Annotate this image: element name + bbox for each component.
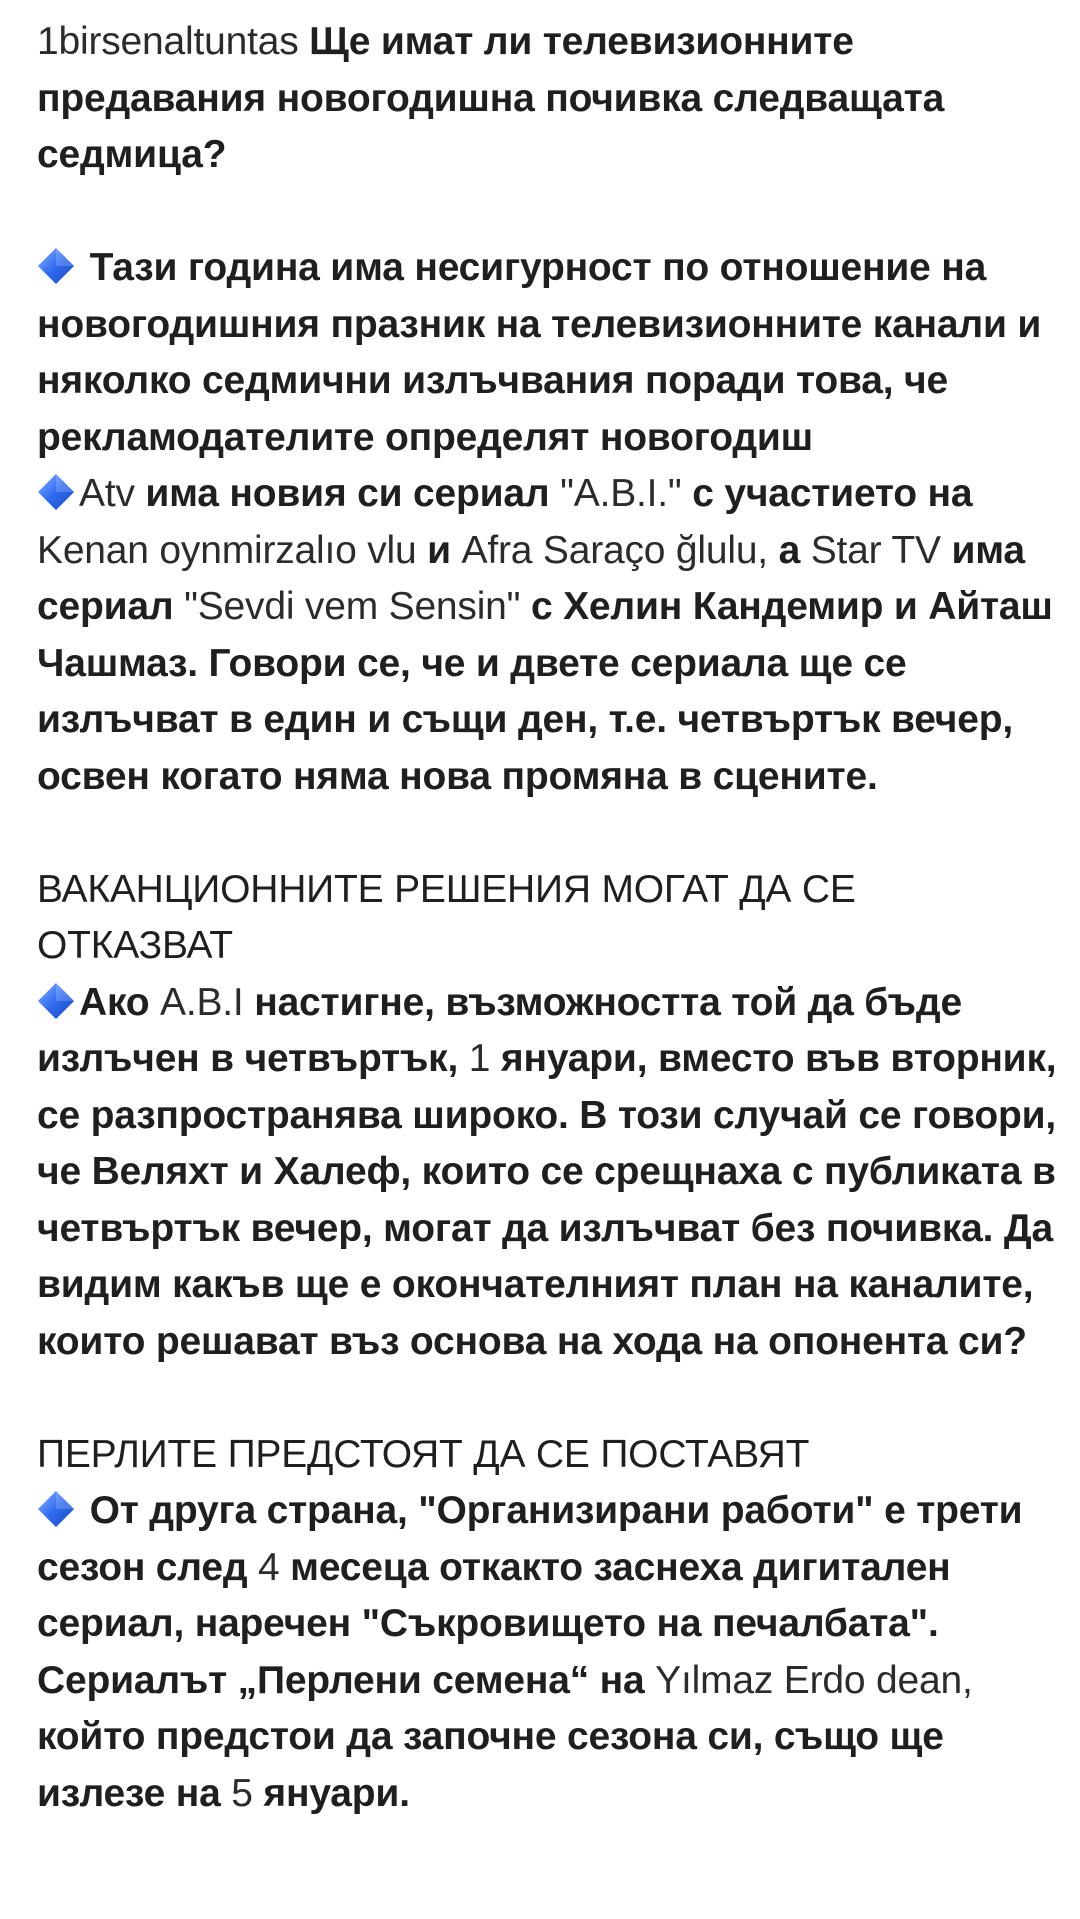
text-run: има сериал: [37, 528, 1025, 628]
channel-name: Atv: [79, 472, 135, 515]
blue-diamond-icon: [37, 1490, 75, 1528]
channel-name: Star TV: [810, 528, 941, 572]
text-run: който предстои да започне сезона си, също ще излезе на: [37, 1715, 944, 1815]
blue-diamond-icon: [37, 473, 75, 511]
post-body: [37, 14, 1057, 1822]
text-run: има новия си сериал: [134, 472, 561, 515]
text-run: и: [416, 528, 462, 572]
intro-paragraph: [37, 14, 1057, 184]
section1-text: Тази година има несигурност по отношение на новогодишния празник на телевизионните канали и няколко седмични излъчвания поради това, че рекламодателите определят новогодиш: [37, 246, 1042, 459]
person-name: Yılmaz Erdo dean,: [655, 1658, 973, 1702]
section2-paragraph: [37, 466, 1057, 805]
intro-question: Ще имат ли телевизионните предавания новогодишна почивка следващата седмица?: [37, 20, 945, 176]
username[interactable]: 1birsenaltuntas: [37, 20, 299, 63]
text-run: настигне, възможността той да бъде излъчен в четвъртък,: [37, 980, 962, 1080]
blue-diamond-icon: [37, 982, 75, 1020]
text-run: Ако: [79, 980, 161, 1024]
text-run: с участието на: [681, 472, 973, 515]
spacer: [37, 1370, 1057, 1427]
section4-heading: ПЕРЛИТЕ ПРЕДСТОЯТ ДА СЕ ПОСТАВЯТ: [37, 1432, 810, 1476]
number: 4: [258, 1545, 280, 1589]
section3-paragraph: [37, 975, 1057, 1371]
date-number: 5: [231, 1771, 253, 1815]
actor-name: Afra Saraço ğlulu,: [461, 528, 768, 572]
section4-paragraph: [37, 1483, 1057, 1822]
text-run: От друга страна, "Организирани работи" е трети сезон след: [37, 1489, 1023, 1589]
spacer: [37, 184, 1057, 241]
series-title: A.B.I: [160, 980, 244, 1024]
actor-name: Kenan oynmirzalıo vlu: [37, 528, 417, 572]
text-run: месеца откакто заснеха дигитален сериал, наречен "Съкровището на печалбата". Сериалът „Перлени семена“ на: [37, 1545, 951, 1702]
date-number: 1: [468, 1037, 491, 1080]
text-run: януари, вместо във вторник, се разпространява широко. В този случай се говори, че Веляхт и Халеф, които се срещнаха с публиката в четвъртък вечер, могат да излъчват без почивка. Да видим какъв ще е окончателният план на каналите, които решават въз основа на хода на опонента си?: [37, 1037, 1057, 1363]
spacer: [37, 805, 1057, 862]
series-title: "A.B.I.": [560, 472, 682, 515]
text-run: а: [767, 528, 811, 572]
series-title: "Sevdi vem Sensin": [184, 585, 521, 628]
section1-paragraph: [37, 240, 1057, 466]
text-run: с Хелин Кандемир и Айташ Чашмаз. Говори се, че и двете сериала ще се излъчват в един и същи ден, т.е. четвъртък вечер, освен когато няма нова промяна в сцените.: [37, 585, 1053, 798]
blue-diamond-icon: [37, 247, 75, 285]
section3-heading: ВАКАНЦИОННИТЕ РЕШЕНИЯ МОГАТ ДА СЕ ОТКАЗВАТ: [37, 867, 856, 967]
text-run: януари.: [252, 1771, 410, 1815]
